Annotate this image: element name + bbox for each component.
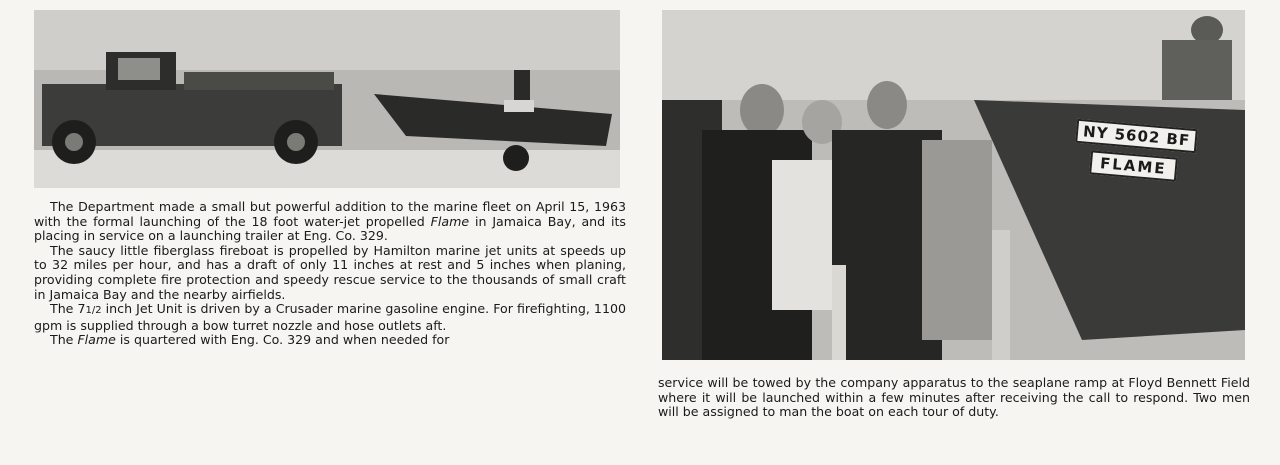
article-paragraph-2: The saucy little fiberglass fireboat is propelled by Hamilton marine jet units at speeds up to 32 miles per hour, and has a draft of only 11 inches at rest and 5 inches when planing, providing complete fire protection and speedy rescue service to the thousands of small craft in Jamaica Bay and the nearby airfields. xyxy=(34,242,626,302)
article-paragraph-3: The 71/2 inch Jet Unit is driven by a Crusader marine gasoline engine. For firefighting, 1100 gpm is supplied through a bow turret nozzle and hose outlets aft. xyxy=(34,301,626,333)
article-continuation: service will be towed by the company apparatus to the seaplane ramp at Floyd Bennett Field where it will be launched within a few minutes after receiving the call to respond. Two men will be assigned to man the boat on each tour of duty. xyxy=(658,375,1250,420)
boat-name-italic: Flame xyxy=(77,332,116,348)
article-paragraph-4: The Flame is quartered with Eng. Co. 329 and when needed for xyxy=(50,332,450,348)
hull-number: NY 5602 BF xyxy=(1082,122,1191,150)
article-column-left xyxy=(34,200,626,348)
fraction: 1/2 xyxy=(85,305,102,317)
article-column-right xyxy=(658,376,1250,420)
launching-ceremony-photo xyxy=(662,10,1245,360)
boat-name: FLAME xyxy=(1099,154,1168,178)
fire-truck-towing-boat-photo xyxy=(34,10,620,188)
article-paragraph-1: The Department made a small but powerful addition to the marine fleet on April 15, 1963 with the formal launching of the 18 foot water-jet propelled Flame in Jamaica Bay, and its placing in service on a launching trailer at Eng. Co. 329. xyxy=(34,199,626,244)
boat-name-italic: Flame xyxy=(430,213,470,229)
